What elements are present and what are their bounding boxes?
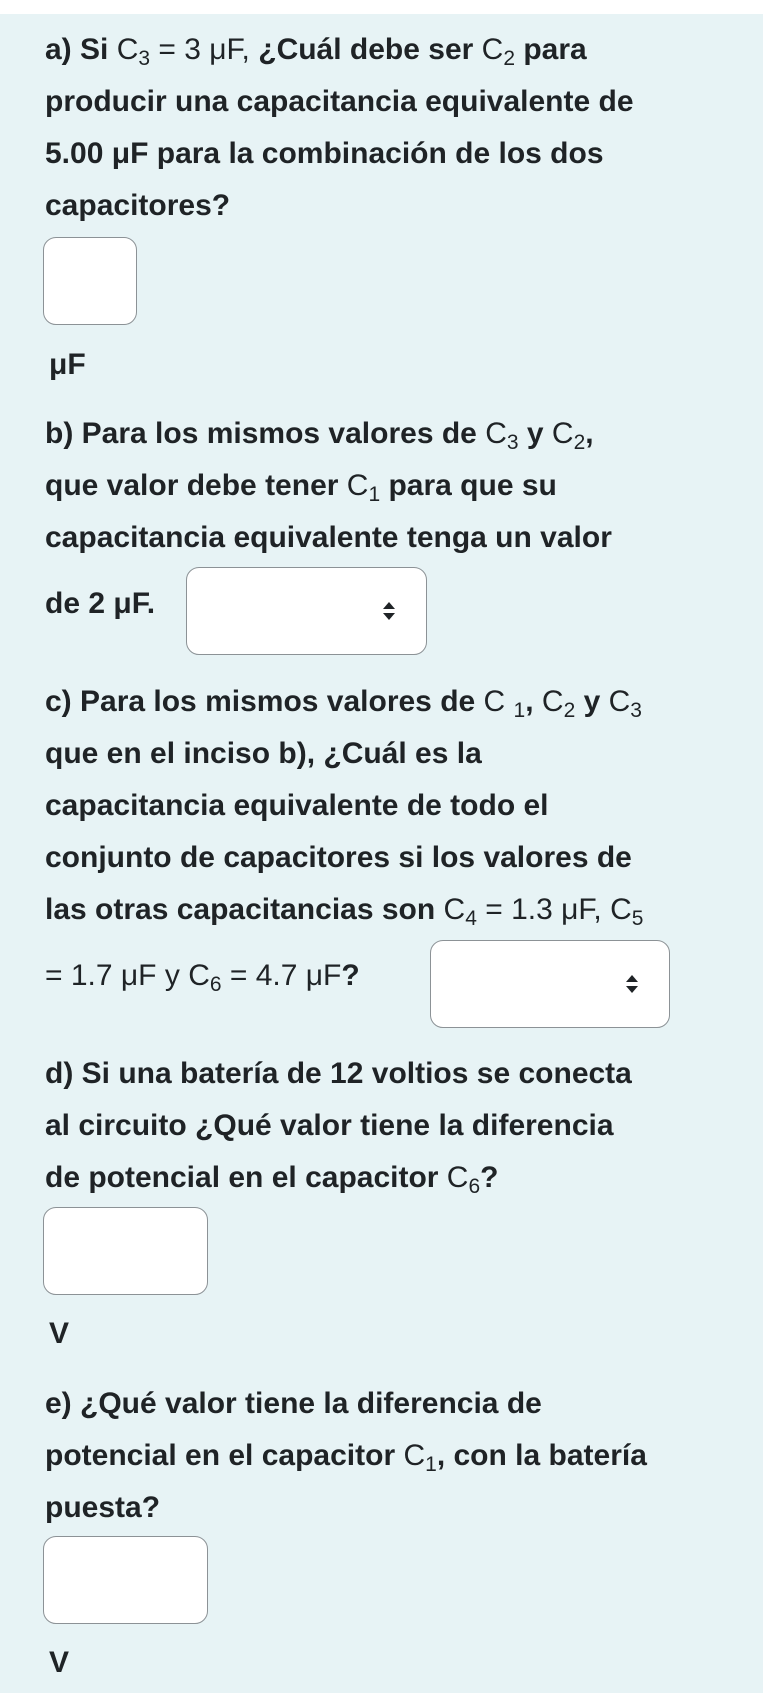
up-down-chevron-icon — [625, 973, 639, 995]
question-c-line-1: c) Para los mismos valores de C $_1$, $C_2$ y $C_3$ — [45, 685, 642, 722]
variable-c2: $C_2$ — [551, 417, 586, 454]
question-b-line-3: capacitancia equivalente tenga un valor — [45, 521, 612, 554]
variable-c1: C $_1$ — [483, 685, 526, 722]
question-c-line-6: = 1.7 μF y $C_6 = 4.7$ μF? — [45, 959, 360, 996]
question-b-line-4: de 2 μF. — [45, 587, 156, 620]
variable-c6: $C_6$ — [446, 1161, 481, 1198]
question-d-line-2: al circuito ¿Qué valor tiene la diferencia — [45, 1109, 614, 1142]
variable-c3: $C_3$ — [485, 417, 519, 454]
variable-c4: $C_4 = 1.3$ μF, — [443, 893, 611, 930]
answer-b-select[interactable] — [186, 567, 427, 655]
question-a-line-1: a) Si $C_3 = 3$ μF, ¿Cuál debe ser $C_2$ para — [45, 33, 587, 70]
question-c-line-4: conjunto de capacitores si los valores de — [45, 841, 632, 874]
question-e-line-3: puesta? — [45, 1491, 161, 1524]
question-a-line-2: producir una capacitancia equivalente de — [45, 85, 634, 118]
answer-e-input[interactable] — [43, 1536, 208, 1624]
question-e-line-2: potencial en el capacitor $C_1$, con la batería — [45, 1439, 647, 1476]
variable-c2: $C_2$ — [541, 685, 576, 722]
answer-d-unit: V — [49, 1317, 70, 1350]
question-d — [45, 1048, 760, 1204]
question-a-line-4: capacitores? — [45, 189, 231, 222]
answer-e-unit: V — [49, 1646, 70, 1679]
variable-c3: $C_3 = 3$ μF, — [116, 33, 250, 70]
variable-c6: $C_6 = 4.7$ μF — [188, 959, 342, 996]
variable-c1: $C_1$ — [346, 469, 381, 506]
variable-c1: $C_1$ — [403, 1439, 437, 1476]
variable-c2: $C_2$ — [481, 33, 516, 70]
question-a-line-3: 5.00 μF para la combinación de los dos — [45, 137, 604, 170]
question-d-line-1: d) Si una batería de 12 voltios se conecta — [45, 1057, 632, 1090]
question-e — [45, 1378, 760, 1534]
answer-a-unit: μF — [49, 348, 86, 381]
answer-a-input[interactable] — [43, 237, 137, 325]
question-c-line-2: que en el inciso b), ¿Cuál es la — [45, 737, 482, 770]
question-c-line-5: las otras capacitancias son $C_4 = 1.3$ μF, $C_5$ — [45, 893, 644, 930]
variable-c5: $C_5$ — [610, 893, 644, 930]
variable-c3: $C_3$ — [608, 685, 642, 722]
up-down-chevron-icon — [382, 600, 396, 622]
question-d-line-3: de potencial en el capacitor $C_6$? — [45, 1161, 499, 1198]
question-b-line-2: que valor debe tener $C_1$ para que su — [45, 469, 557, 506]
question-e-line-1: e) ¿Qué valor tiene la diferencia de — [45, 1387, 542, 1420]
question-c-line-3: capacitancia equivalente de todo el — [45, 789, 549, 822]
question-a — [45, 24, 760, 232]
answer-d-input[interactable] — [43, 1207, 208, 1295]
question-b-line-1: b) Para los mismos valores de $C_3$ y $C_2$, — [45, 417, 594, 454]
answer-c-select[interactable] — [430, 940, 670, 1028]
